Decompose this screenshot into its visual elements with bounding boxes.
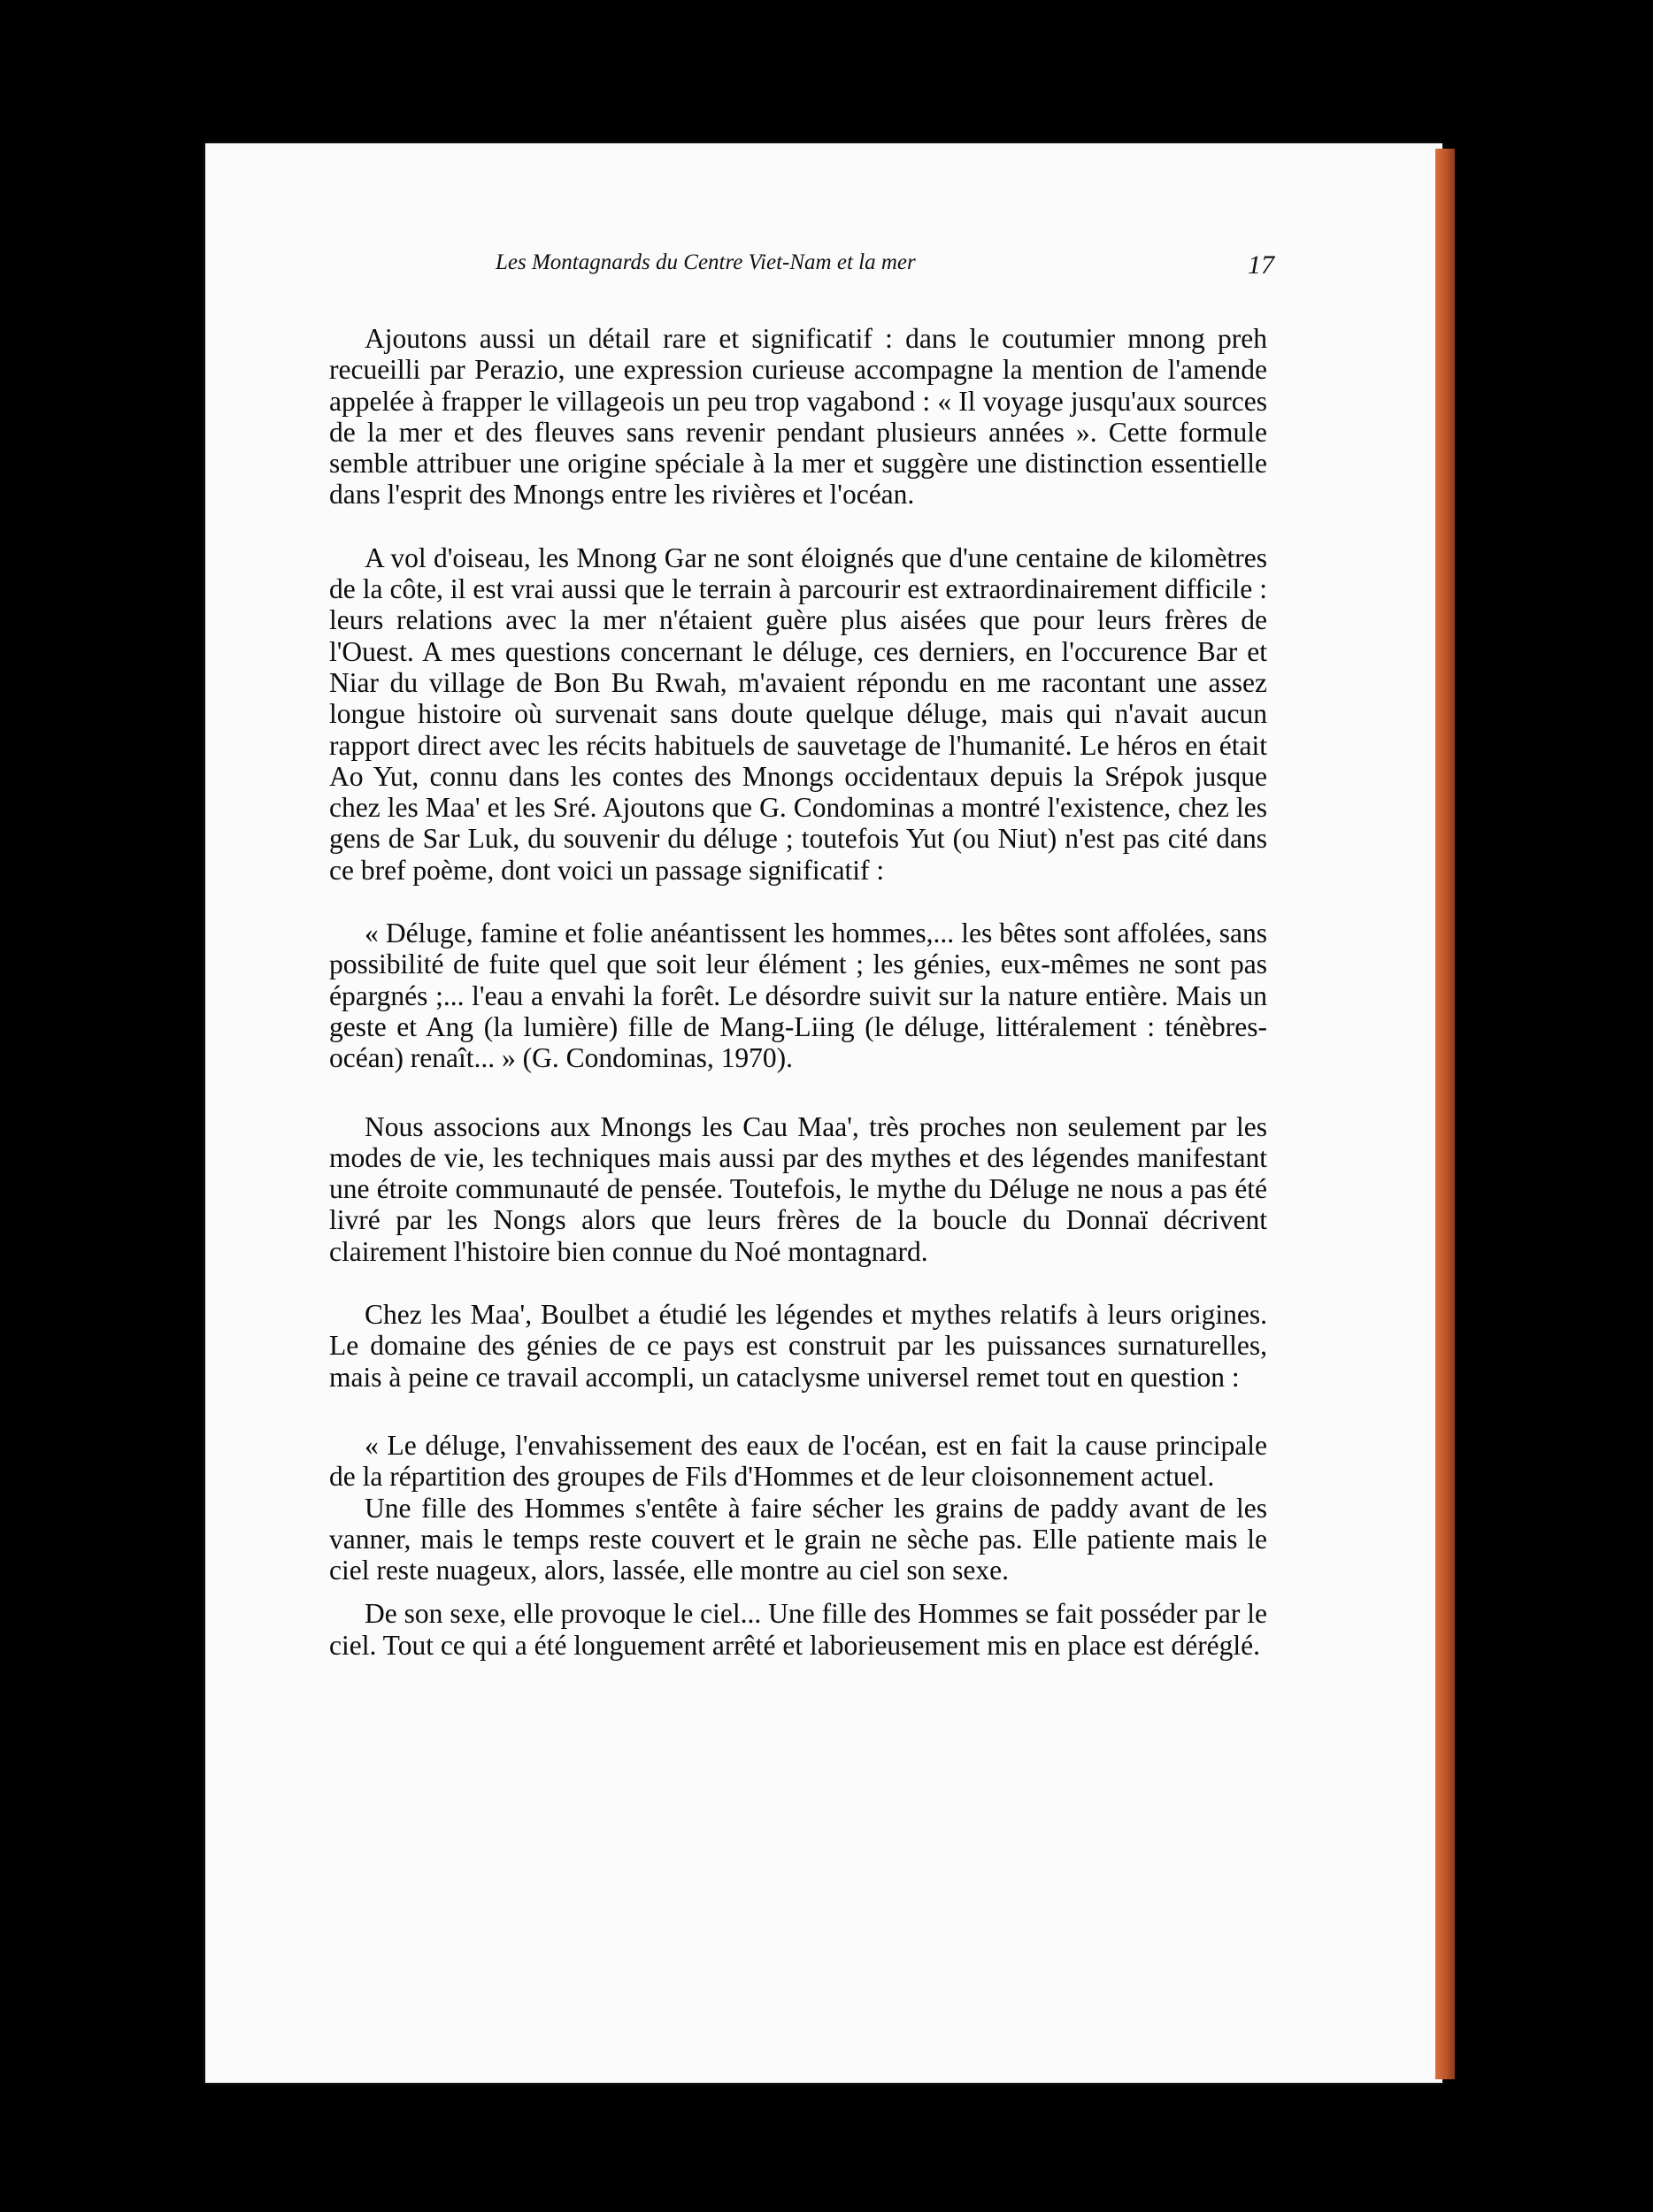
body-text: [329, 323, 1267, 1661]
block-quote: « Le déluge, l'envahissement des eaux de l'océan, est en fait la cause principale de la répartition des groupes de Fils d'Hommes et de leur cloisonnement actuel.: [329, 1429, 1267, 1493]
block-quote: Une fille des Hommes s'entête à faire sécher les grains de paddy avant de les vanner, mais le temps reste couvert et le grain ne sèche pas. Elle patiente mais le ciel reste nuageux, alors, lassée, elle montre au ciel son sexe.: [329, 1492, 1267, 1586]
block-quote: « Déluge, famine et folie anéantissent les hommes,... les bêtes sont affolées, sans possibilité de fuite quel que soit leur élément ; les génies, eux-mêmes ne sont pas épargnés ;... l'eau a envahi la forêt. Le désordre suivit sur la nature entière. Mais un geste et Ang (la lumière) fille de Mang-Liing (le déluge, littéralement : ténèbres-océan) renaît... » (G. Condominas, 1970).: [329, 918, 1267, 1074]
running-title: Les Montagnards du Centre Viet-Nam et la mer: [496, 250, 916, 274]
page-edge: [1435, 149, 1455, 2079]
block-quote: De son sexe, elle provoque le ciel... Une fille des Hommes se fait posséder par le ciel. Tout ce qui a été longuement arrêté et laborieusement mis en place est déréglé.: [329, 1598, 1267, 1661]
paragraph: Chez les Maa', Boulbet a étudié les légendes et mythes relatifs à leurs origines. Le domaine des génies de ce pays est construit par les puissances surnaturelles, mais à peine ce travail accompli, un cataclysme universel remet tout en question :: [329, 1299, 1267, 1393]
paragraph: Ajoutons aussi un détail rare et significatif : dans le coutumier mnong preh recueilli par Perazio, une expression curieuse accompagne la mention de l'amende appelée à frapper le villageois un peu trop vagabond : « Il voyage jusqu'aux sources de la mer et des fleuves sans revenir pendant plusieurs années ». Cette formule semble attribuer une origine spéciale à la mer et suggère une distinction essentielle dans l'esprit des Mnongs entre les rivières et l'océan.: [329, 323, 1267, 511]
page-number: 17: [1248, 250, 1274, 280]
paragraph: Nous associons aux Mnongs les Cau Maa', très proches non seulement par les modes de vie, les techniques mais aussi par des mythes et des légendes manifestant une étroite communauté de pensée. Toutefois, le mythe du Déluge ne nous a pas été livré par les Nongs alors que leurs frères de la boucle du Donnaï décrivent clairement l'histoire bien connue du Noé montagnard.: [329, 1110, 1267, 1267]
paragraph: A vol d'oiseau, les Mnong Gar ne sont éloignés que d'une centaine de kilomètres de la côte, il est vrai aussi que le terrain à parcourir est extraordinairement difficile : leurs relations avec la mer n'étaient guère plus aisées que pour leurs frères de l'Ouest. A mes questions concernant le déluge, ces derniers, en l'occurence Bar et Niar du village de Bon Bu Rwah, m'avaient répondu en me racontant une assez longue histoire où survenait sans doute quelque déluge, mais qui n'avait aucun rapport direct avec les récits habituels de sauvetage de l'humanité. Le héros en était Ao Yut, connu dans les contes des Mnongs occidentaux depuis la Srépok jusque chez les Maa' et les Sré. Ajoutons que G. Condominas a montré l'existence, chez les gens de Sar Luk, du souvenir du déluge ; toutefois Yut (ou Niut) n'est pas cité dans ce bref poème, dont voici un passage significatif :: [329, 541, 1267, 886]
